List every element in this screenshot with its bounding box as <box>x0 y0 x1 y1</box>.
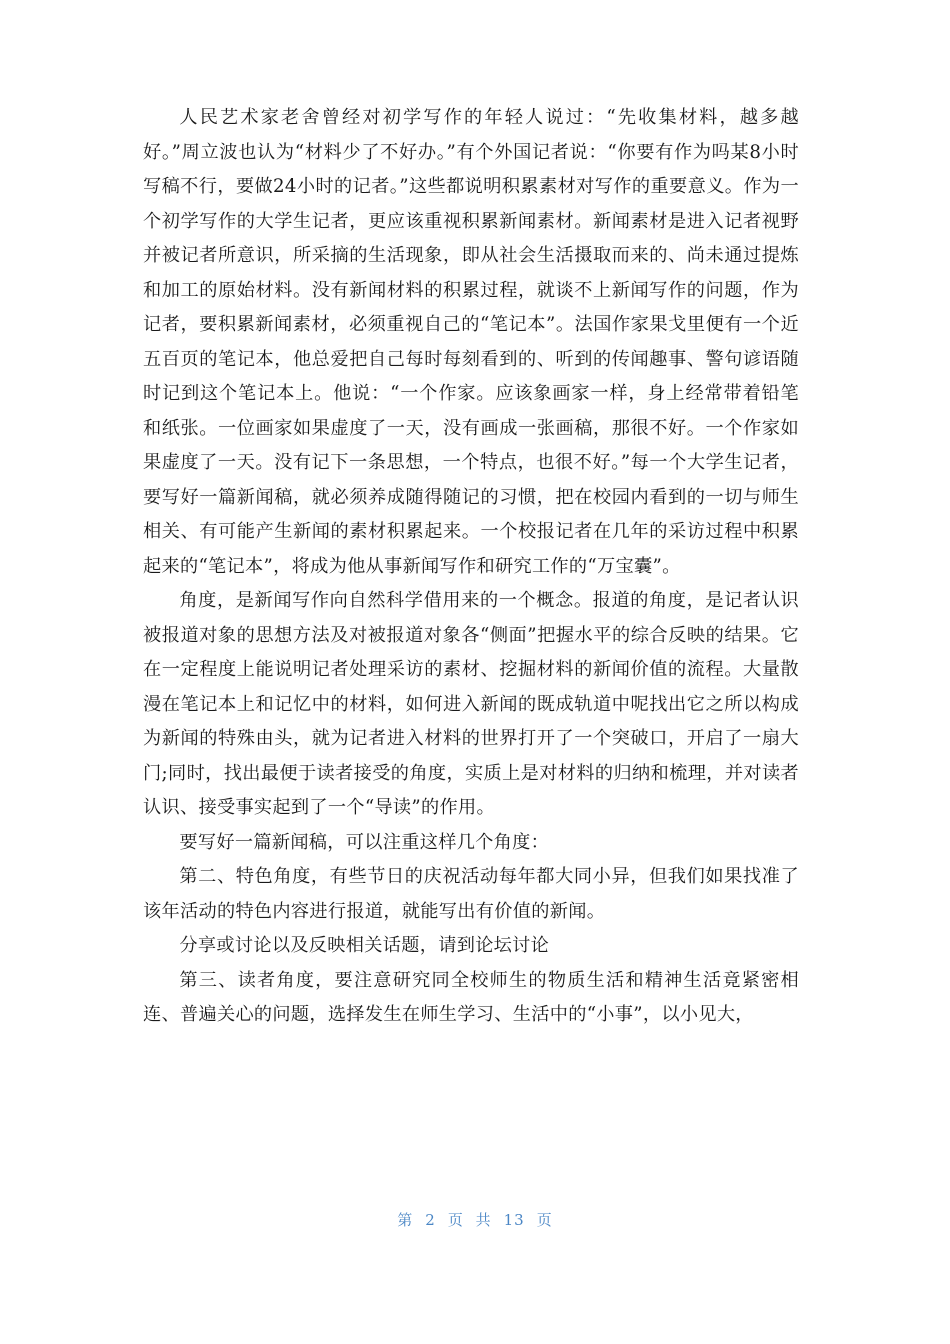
paragraph-material-accumulation: 人民艺术家老舍曾经对初学写作的年轻人说过：“先收集材料，越多越好。”周立波也认为“材料少了不好办。”有个外国记者说：“你要有作为吗某8小时写稿不行，要做24小时的记者。”这些都说明积累素材对写作的重要意义。作为一个初学写作的大学生记者，更应该重视积累新闻素材。新闻素材是进入记者视野并被记者所意识，所采摘的生活现象，即从社会生活摄取而来的、尚未通过提炼和加工的原始材料。没有新闻材料的积累过程，就谈不上新闻写作的问题，作为记者，要积累新闻素材，必须重视自己的“笔记本”。法国作家果戈里便有一个近五百页的笔记本，他总爱把自己每时每刻看到的、听到的传闻趣事、警句谚语随时记到这个笔记本上。他说：“一个作家。应该象画家一样，身上经常带着铅笔和纸张。一位画家如果虚度了一天，没有画成一张画稿，那很不好。一个作家如果虚度了一天。没有记下一条思想，一个特点，也很不好。”每一个大学生记者，要写好一篇新闻稿，就必须养成随得随记的习惯，把在校园内看到的一切与师生相关、有可能产生新闻的素材积累起来。一个校报记者在几年的采访过程中积累起来的“笔记本”，将成为他从事新闻写作和研究工作的“万宝囊”。 <box>143 107 799 577</box>
current-page-number: 2 <box>425 1211 436 1229</box>
paragraph-feature-angle: 第二、特色角度，有些节日的庆祝活动每年都大同小异，但我们如果找准了该年活动的特色内容进行报道，就能写出有价值的新闻。 <box>143 866 799 922</box>
document-body <box>143 101 799 1033</box>
paragraph-angle-concept: 角度，是新闻写作向自然科学借用来的一个概念。报道的角度，是记者认识被报道对象的思想方法及对被报道对象各“侧面”把握水平的综合反映的结果。它在一定程度上能说明记者处理采访的素材、挖掘材料的新闻价值的流程。大量散漫在笔记本上和记忆中的材料，如何进入新闻的既成轨道中呢找出它之所以构成为新闻的特殊由头，就为记者进入材料的世界打开了一个突破口，开启了一扇大门;同时，找出最便于读者接受的角度，实质上是对材料的归纳和梳理，并对读者认识、接受事实起到了一个“导读”的作用。 <box>143 590 799 818</box>
paragraph-angles-intro: 要写好一篇新闻稿，可以注重这样几个角度： <box>179 831 550 853</box>
page-prefix: 第 <box>397 1211 414 1229</box>
paragraph-reader-angle: 第三、读者角度，要注意研究同全校师生的物质生活和精神生活竟紧密相连、普遍关心的问题，选择发生在师生学习、生活中的“小事”，以小见大， <box>143 969 799 1025</box>
page-number-footer <box>0 1209 950 1230</box>
total-pages-number: 13 <box>503 1211 525 1229</box>
page-middle-text: 页 共 <box>447 1211 492 1229</box>
page-suffix: 页 <box>536 1211 553 1229</box>
paragraph-forum-note: 分享或讨论以及反映相关话题，请到论坛讨论 <box>179 935 550 956</box>
